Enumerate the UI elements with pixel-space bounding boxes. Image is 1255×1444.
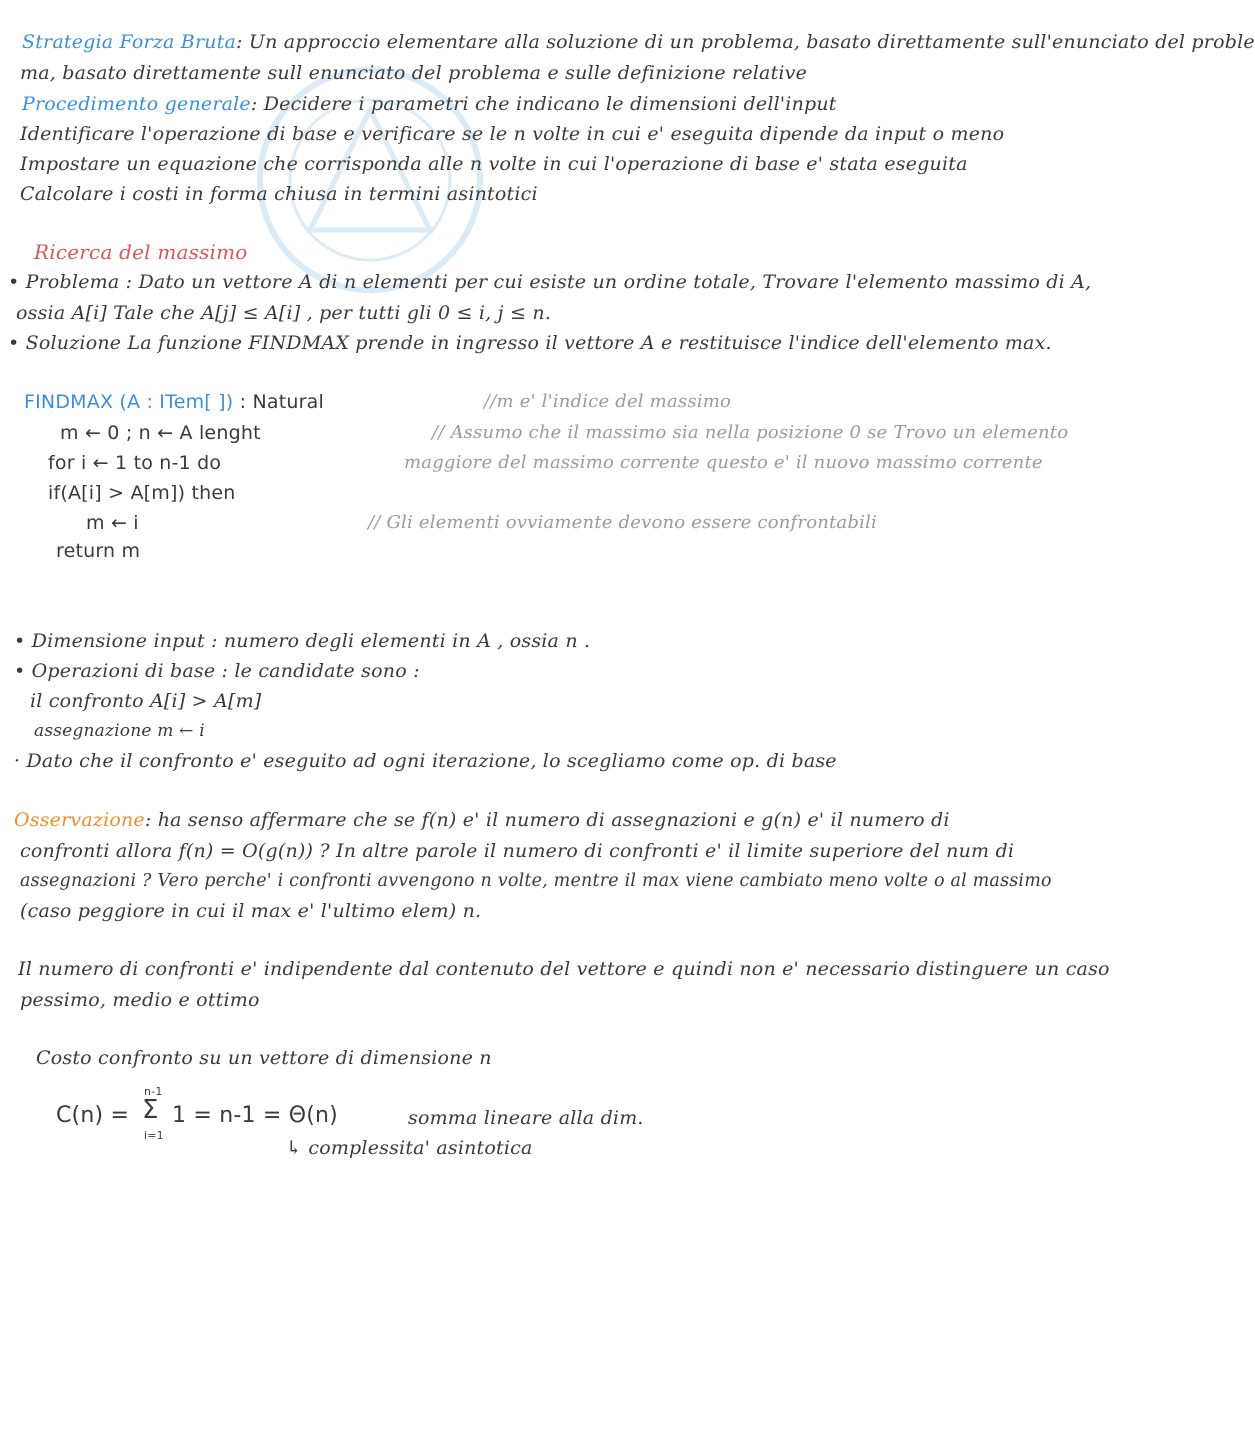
code-comment-4: // Gli elementi ovviamente devono essere confrontabili xyxy=(368,512,877,533)
sum-upper-bound: n-1 xyxy=(144,1085,163,1098)
procedure-step-4: Calcolare i costi in forma chiusa in termini asintotici xyxy=(20,183,538,205)
code-comment-2: // Assumo che il massimo sia nella posizione 0 se Trovo un elemento xyxy=(432,422,1069,443)
analysis-assignment: assegnazione m ← i xyxy=(34,721,205,741)
max-search-title: Ricerca del massimo xyxy=(34,240,248,264)
linear-sum-note: somma lineare alla dim. xyxy=(408,1107,644,1129)
code-line-2: for i ← 1 to n-1 do xyxy=(48,452,222,474)
solution-line: • Soluzione La funzione FINDMAX prende in ingresso il vettore A e restituisce l'indice dell'elemento max. xyxy=(8,332,1052,354)
analysis-comparison: il confronto A[i] > A[m] xyxy=(30,690,262,712)
analysis-choice: · Dato che il confronto e' eseguito ad ogni iterazione, lo scegliamo come op. di base xyxy=(14,750,837,772)
cost-lhs: C(n) = xyxy=(56,1103,130,1128)
observation-line-2: confronti allora f(n) = O(g(n)) ? In altre parole il numero di confronti e' il limite superiore del num di xyxy=(20,840,1015,862)
observation-label: Osservazione xyxy=(14,809,145,831)
code-comment-3: maggiore del massimo corrente questo e' il nuovo massimo corrente xyxy=(404,452,1043,473)
problem-line-2: ossia A[i] Tale che A[j] ≤ A[i] , per tutti gli 0 ≤ i, j ≤ n. xyxy=(16,302,552,324)
observation-text-1: : ha senso affermare che se f(n) e' il numero di assegnazioni e g(n) e' il numero di xyxy=(144,809,950,831)
code-line-5: return m xyxy=(56,540,141,562)
cost-rhs: 1 = n-1 = Θ(n) xyxy=(172,1103,338,1128)
procedure-label: Procedimento generale xyxy=(22,93,251,115)
strategy-intro: : Un approccio elementare alla soluzione di un problema, basato direttamente sull'enunciato del proble xyxy=(236,31,1255,53)
analysis-base-ops: • Operazioni di base : le candidate sono : xyxy=(14,660,420,682)
cost-title: Costo confronto su un vettore di dimensione n xyxy=(36,1047,492,1069)
code-comment-1: //m e' l'indice del massimo xyxy=(484,391,732,412)
observation-line-3: assegnazioni ? Vero perche' i confronti avvengono n volte, mentre il max viene cambiato meno volte o al massimo xyxy=(20,871,1052,891)
procedure-step-3: Impostare un equazione che corrisponda alle n volte in cui l'operazione di base e' stata eseguita xyxy=(20,153,968,175)
analysis-input-size: • Dimensione input : numero degli elementi in A , ossia n . xyxy=(14,630,591,652)
strategy-line-2: ma, basato direttamente sull enunciato del problema e sulle definizione relative xyxy=(20,62,808,84)
function-return-type: : Natural xyxy=(239,391,324,413)
asymptotic-complexity-note: ↳ complessita' asintotica xyxy=(286,1137,533,1159)
observation-line-4: (caso peggiore in cui il max e' l'ultimo elem) n. xyxy=(20,900,482,922)
paragraph-line-2: pessimo, medio e ottimo xyxy=(20,989,260,1011)
strategy-title: Strategia Forza Bruta xyxy=(22,31,237,53)
procedure-step-2: Identificare l'operazione di base e verificare se le n volte in cui e' eseguita dipende da input o meno xyxy=(20,123,1005,145)
problem-line-1: • Problema : Dato un vettore A di n elementi per cui esiste un ordine totale, Trovare l'elemento massimo di A, xyxy=(8,271,1092,293)
paragraph-line-1: Il numero di confronti e' indipendente dal contenuto del vettore e quindi non e' necessario distinguere un caso xyxy=(18,958,1110,980)
code-line-4: m ← i xyxy=(86,512,139,534)
code-header xyxy=(24,390,324,414)
procedure-text: : Decidere i parametri che indicano le dimensioni dell'input xyxy=(250,93,837,115)
function-signature: FINDMAX (A : ITem[ ]) xyxy=(24,391,234,413)
procedure-line xyxy=(22,92,837,116)
strategy-line-1 xyxy=(22,30,1255,54)
observation-line-1 xyxy=(14,808,950,832)
code-line-3: if(A[i] > A[m]) then xyxy=(48,482,236,504)
sum-symbol: Σ xyxy=(142,1095,159,1125)
code-line-1: m ← 0 ; n ← A lenght xyxy=(60,422,261,444)
sum-lower-bound: i=1 xyxy=(144,1129,164,1142)
